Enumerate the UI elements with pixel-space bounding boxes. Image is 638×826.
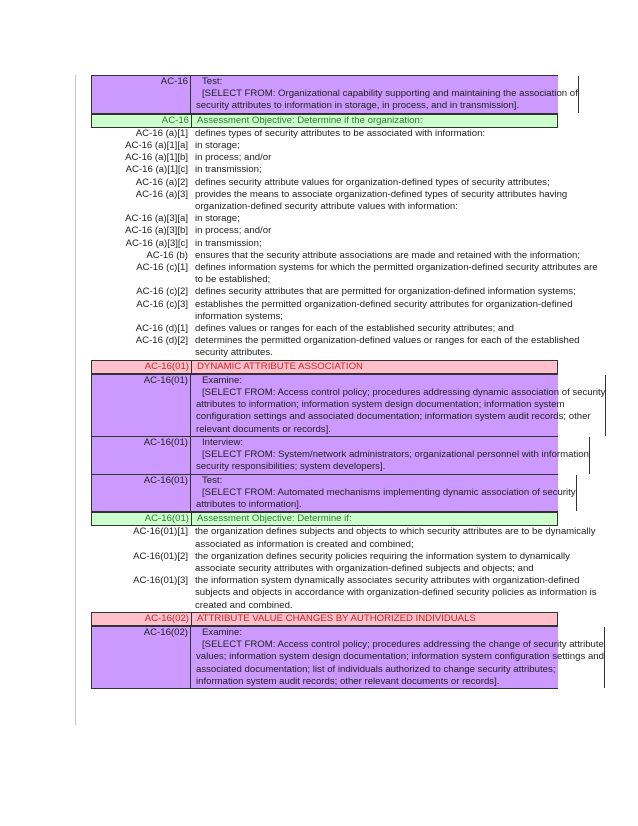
objective-item-row — [91, 550, 570, 575]
content-line: security responsibilities; system developers]. — [196, 461, 386, 473]
assessment-objective-row — [91, 512, 558, 526]
enhancement-heading-row — [91, 360, 558, 374]
content-line: associate security attributes with organization-defined subjects and objects; and — [195, 562, 534, 574]
control-id-label: AC-16(01)[1] — [133, 526, 188, 538]
control-id-label: AC-16 (d)[1] — [135, 323, 188, 335]
content-line: ensures that the security attribute associations are made and retained with the information; — [195, 249, 581, 261]
control-id-label: AC-16 (a)[2] — [135, 176, 188, 188]
objective-item-row — [91, 140, 558, 152]
assessment-method-row — [91, 626, 604, 689]
row-content — [190, 189, 567, 213]
control-id-label: AC-16 (c)[1] — [136, 262, 188, 274]
enhancement-heading-row — [91, 612, 558, 626]
assessment-objective-row — [91, 114, 558, 128]
control-id-label: AC-16 (a)[3][c] — [125, 237, 188, 249]
row-content — [191, 361, 557, 373]
content-line: in transmission; — [195, 164, 262, 176]
row-content — [190, 225, 558, 237]
row-content — [191, 613, 557, 625]
objective-item-row — [91, 526, 596, 550]
row-content — [190, 140, 558, 152]
row-content — [190, 575, 597, 612]
objective-item-row — [91, 262, 598, 286]
row-content — [190, 152, 558, 164]
content-line: the organization defines security policies requiring the information system to dynamically — [195, 550, 570, 562]
content-line: information system audit records; other relevant documents or records]. — [196, 675, 500, 687]
control-id-label: AC-16 (a)[1][a] — [125, 140, 188, 152]
content-line: defines values or ranges for each of the established security attributes; and — [195, 323, 514, 335]
content-line: configuration settings and associated documentation; information system audit records; other — [196, 411, 591, 423]
content-line: Test: — [202, 76, 223, 87]
content-line: the information system dynamically associates security attributes with organization-defined — [195, 575, 580, 587]
control-id-label: AC-16(01) — [91, 437, 190, 474]
row-content — [190, 526, 596, 550]
assessment-table — [91, 75, 606, 689]
objective-item-row — [91, 164, 558, 176]
assessment-method-row — [91, 75, 578, 114]
content-line: DYNAMIC ATTRIBUTE ASSOCIATION — [197, 360, 363, 372]
content-line: associated documentation; list of individuals authorized to change security attributes; — [196, 663, 556, 675]
row-content — [190, 128, 558, 140]
objective-item-row — [91, 128, 558, 140]
control-id-label: AC-16(01) — [144, 360, 189, 372]
control-id-label: AC-16 (b) — [146, 249, 188, 261]
content-line: Examine: — [202, 374, 242, 386]
control-id-label: AC-16(01)[3] — [133, 575, 188, 587]
row-content — [191, 513, 557, 525]
content-line: Interview: — [202, 436, 244, 448]
control-id-label: AC-16(02) — [144, 612, 189, 624]
content-line: [SELECT FROM: Organizational capability supporting and maintaining the association of — [202, 88, 578, 100]
objective-item-row — [91, 225, 558, 237]
content-line: relevant documents or records]. — [196, 423, 331, 435]
control-id-label: AC-16 (d)[2] — [135, 335, 188, 347]
content-line: in process; and/or — [195, 152, 272, 164]
content-line: attributes to information; information system design documentation; information system — [196, 399, 565, 411]
objective-item-row — [91, 152, 558, 164]
control-id-label: AC-16 (c)[2] — [136, 286, 188, 298]
objective-item-row — [91, 575, 597, 612]
objective-item-row — [91, 177, 558, 189]
assessment-method-row — [91, 374, 606, 437]
content-line: information systems; — [195, 310, 283, 322]
content-line: defines information systems for which the permitted organization-defined security attributes are — [195, 262, 598, 274]
objective-item-row — [91, 323, 558, 335]
content-line: attributes to information]. — [196, 498, 302, 510]
content-line: [SELECT FROM: Automated mechanisms implementing dynamic association of security — [202, 486, 576, 498]
assessment-method-row — [91, 474, 576, 513]
content-line: ATTRIBUTE VALUE CHANGES BY AUTHORIZED INDIVIDUALS — [197, 612, 476, 624]
row-content — [190, 213, 558, 225]
objective-item-row — [91, 213, 558, 225]
content-line: to be established; — [195, 274, 271, 286]
row-content — [190, 375, 606, 436]
control-id-label: AC-16 — [91, 76, 190, 113]
content-line: Assessment Objective: Determine if: — [197, 513, 352, 525]
content-line: defines security attributes that are permitted for organization-defined information systems; — [195, 286, 576, 298]
row-content — [190, 335, 580, 359]
control-id-label: AC-16 — [161, 114, 189, 126]
control-id-label: AC-16(01) — [91, 475, 190, 512]
control-id-label: AC-16 (c)[3] — [136, 298, 188, 310]
row-content — [190, 164, 558, 176]
control-id-label: AC-16 (a)[1] — [135, 127, 188, 139]
row-content — [190, 551, 570, 575]
row-content — [190, 286, 576, 298]
content-line: provides the means to associate organization-defined types of security attributes having — [195, 188, 568, 200]
control-id-label: AC-16 (a)[1][b] — [125, 152, 188, 164]
content-line: Examine: — [202, 626, 242, 638]
content-line: subjects and objects in accordance with organization-defined security policies as information is — [195, 587, 597, 599]
content-line: organization-defined security attribute values with information: — [195, 201, 458, 213]
control-id-label: AC-16(01) — [144, 513, 189, 525]
control-id-label: AC-16 (a)[3][b] — [125, 225, 188, 237]
objective-item-row — [91, 238, 558, 250]
objective-item-row — [91, 249, 581, 262]
content-line: in storage; — [195, 140, 240, 152]
content-line: in storage; — [195, 213, 240, 225]
objective-item-row — [91, 286, 576, 298]
content-line: security attributes. — [195, 347, 273, 359]
content-line: establishes the permitted organization-defined security attributes for organization-defined — [195, 298, 573, 310]
control-id-label: AC-16 (a)[3][a] — [125, 213, 188, 225]
row-content — [190, 177, 558, 189]
control-id-label: AC-16(02) — [91, 627, 190, 688]
content-line: defines security attribute values for organization-defined types of security attributes; — [195, 176, 550, 188]
content-line: determines the permitted organization-defined values or ranges for each of the established — [195, 335, 580, 347]
row-content — [190, 475, 577, 512]
content-line: Test: — [202, 474, 223, 486]
row-content — [190, 262, 598, 286]
content-line: associated as information is created and combined; — [195, 538, 414, 550]
control-id-label: AC-16(01) — [91, 375, 190, 436]
content-line: values; information system design documentation; information system configuration settings and — [196, 651, 604, 663]
content-line: in process; and/or — [195, 225, 272, 237]
assessment-method-row — [91, 436, 589, 475]
objective-item-row — [91, 298, 573, 323]
objective-item-row — [91, 335, 580, 359]
row-content — [190, 299, 573, 323]
content-line: the organization defines subjects and objects to which security attributes are to be dynamically — [195, 526, 596, 538]
row-content — [190, 76, 579, 113]
page-margin-line — [75, 75, 76, 725]
content-line: in transmission; — [195, 237, 262, 249]
content-line: security attributes to information in storage, in process, and in transmission]. — [196, 100, 520, 112]
control-id-label: AC-16 (a)[1][c] — [125, 164, 188, 176]
content-line: [SELECT FROM: Access control policy; procedures addressing dynamic association of security — [202, 387, 606, 399]
row-content — [191, 115, 557, 127]
row-content — [190, 238, 558, 250]
row-content — [190, 323, 558, 335]
objective-item-row — [91, 188, 568, 213]
content-line: [SELECT FROM: Access control policy; procedures addressing the change of security attribute — [202, 639, 604, 651]
row-content — [190, 627, 605, 688]
row-content — [190, 437, 590, 474]
row-content — [190, 250, 580, 262]
control-id-label: AC-16 (a)[3] — [135, 188, 188, 200]
content-line: [SELECT FROM: System/network administrators; organizational personnel with information — [202, 449, 589, 461]
control-id-label: AC-16(01)[2] — [133, 550, 188, 562]
content-line: Assessment Objective: Determine if the organization: — [197, 114, 423, 126]
content-line: created and combined. — [195, 599, 293, 611]
content-line: defines types of security attributes to be associated with information: — [195, 127, 486, 139]
